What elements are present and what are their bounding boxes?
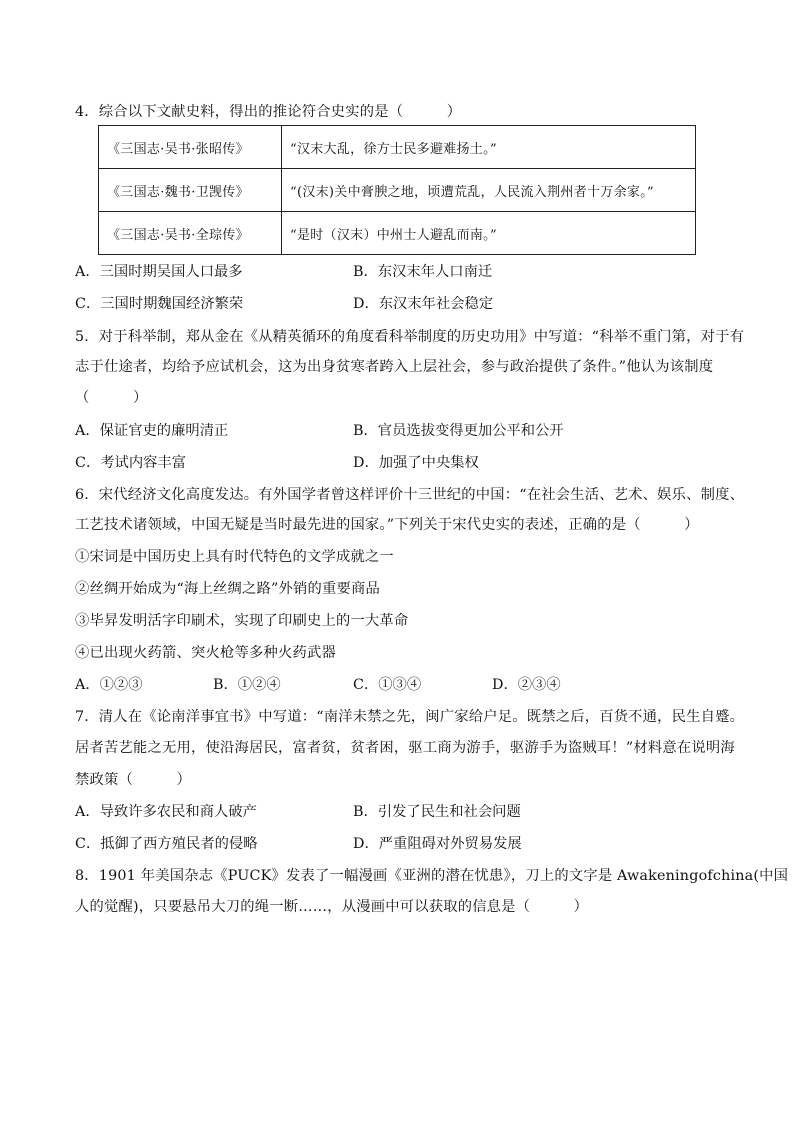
q6-item-4: ④已出现火药箭、突火枪等多种火药武器 xyxy=(75,645,336,661)
q6-item-3: ③毕昇发明活字印刷术，实现了印刷史上的一大革命 xyxy=(75,613,409,629)
q4-option-b[interactable]: B．东汉末年人口南迁 xyxy=(353,264,493,280)
q7-option-d[interactable]: D．严重阻碍对外贸易发展 xyxy=(353,836,522,852)
q7-option-c[interactable]: C．抵御了西方殖民者的侵略 xyxy=(75,836,258,852)
quote-cell: “(汉末)关中膏腴之地，顷遭荒乱，人民流入荆州者十万余家。” xyxy=(282,169,696,212)
q6-item-2: ②丝绸开始成为“海上丝绸之路”外销的重要商品 xyxy=(75,581,380,597)
q4-option-d[interactable]: D．东汉末年社会稳定 xyxy=(353,296,494,312)
source-cell: 《三国志·吴书·全琮传》 xyxy=(99,212,282,255)
q6-line-2: 工艺技术诸领域，中国无疑是当时最先进的国家。”下列关于宋代史实的表述，正确的是（ ） xyxy=(75,517,699,533)
q8-line-2: 人的觉醒)，只要悬吊大刀的绳一断……，从漫画中可以获取的信息是（ ） xyxy=(75,899,589,915)
q7-line-1: 7．清人在《论南洋事宜书》中写道：“南洋未禁之先，闽广家给户足。既禁之后，百货不通，民生自蹙。 xyxy=(75,709,745,725)
q7-option-b[interactable]: B．引发了民生和社会问题 xyxy=(353,804,521,820)
q4-option-c[interactable]: C．三国时期魏国经济繁荣 xyxy=(75,296,244,312)
q6-option-b[interactable]: B．①②④ xyxy=(213,677,281,693)
q4-option-a[interactable]: A．三国时期吴国人口最多 xyxy=(75,264,243,280)
source-cell: 《三国志·吴书·张昭传》 xyxy=(99,126,282,169)
q5-option-b[interactable]: B．官员选拔变得更加公平和公开 xyxy=(353,423,564,439)
quote-cell: “是时（汉末）中州士人避乱而南。” xyxy=(282,212,696,255)
q8-line-1: 8．1901 年美国杂志《PUCK》发表了一幅漫画《亚洲的潜在忧患》，刀上的文字是 Awakeningofchina(中国 xyxy=(75,868,789,884)
q4-source-table xyxy=(98,125,696,255)
table-row xyxy=(99,212,696,255)
q5-option-a[interactable]: A．保证官吏的廉明清正 xyxy=(75,423,229,439)
q7-line-3: 禁政策（ ） xyxy=(75,772,191,788)
table-row xyxy=(99,169,696,212)
q5-line-1: 5．对于科举制，郑从金在《从精英循环的角度看科举制度的历史功用》中写道：“科举不重门第，对于有 xyxy=(75,329,745,345)
q6-item-1: ①宋词是中国历史上具有时代特色的文学成就之一 xyxy=(75,549,394,565)
q6-option-a[interactable]: A．①②③ xyxy=(75,677,143,693)
q6-option-d[interactable]: D．②③④ xyxy=(492,677,561,693)
q5-option-d[interactable]: D．加强了中央集权 xyxy=(353,455,479,471)
table-row xyxy=(99,126,696,169)
quote-cell: “汉末大乱，徐方士民多避难扬土。” xyxy=(282,126,696,169)
q6-line-1: 6．宋代经济文化高度发达。有外国学者曾这样评价十三世纪的中国：“在社会生活、艺术、娱乐、制度、 xyxy=(75,487,745,503)
q6-option-c[interactable]: C．①③④ xyxy=(353,677,422,693)
source-cell: 《三国志·魏书·卫觊传》 xyxy=(99,169,282,212)
q7-option-a[interactable]: A．导致许多农民和商人破产 xyxy=(75,804,257,820)
q5-line-3: （ ） xyxy=(75,390,148,406)
q5-option-c[interactable]: C．考试内容丰富 xyxy=(75,455,187,471)
q7-line-2: 居者苦艺能之无用，使沿海居民，富者贫，贫者困，驱工商为游手，驱游手为盗贼耳！”材料意在说明海 xyxy=(75,740,735,756)
q5-line-2: 志于仕途者，均给予应试机会，这为出身贫寒者跨入上层社会，参与政治提供了条件。”他认为该制度 xyxy=(75,359,714,375)
q4-stem: 4．综合以下文献史料，得出的推论符合史实的是（ ） xyxy=(75,104,462,120)
